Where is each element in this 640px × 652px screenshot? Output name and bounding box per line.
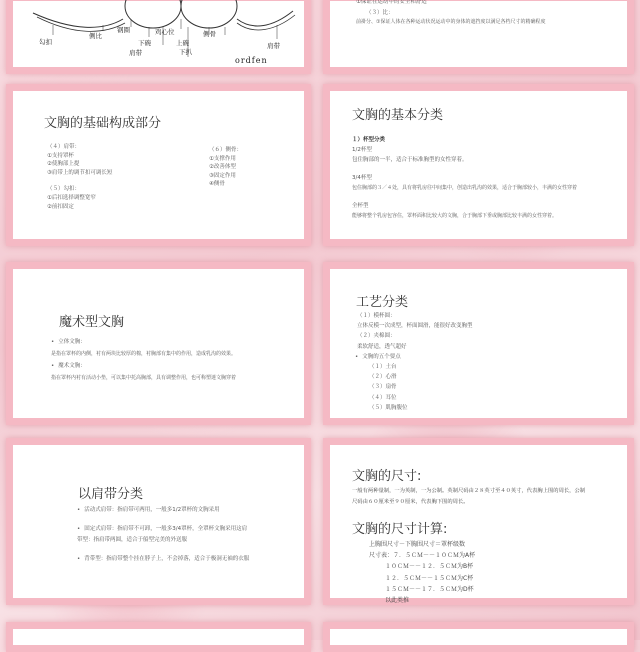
text-line: （６）侧骨：: [209, 147, 243, 153]
label-underwire: 钢圈: [117, 26, 130, 34]
slide-canvas: [13, 91, 304, 239]
text-line: 包住胸部的３／４处，具有将乳房往中间集中，创造出乳沟的效果，适合于胸部较小，丰满的女性穿着: [352, 184, 578, 191]
label-upper-cup: 上碗: [176, 39, 189, 47]
slide-title: 文胸的基本分类: [352, 108, 444, 123]
slide-canvas: [330, 445, 627, 605]
slide-canvas: [330, 269, 627, 418]
slide-thumbnail-2[interactable]: [323, 0, 634, 74]
text-line: 尺寸表：７．５ＣＭ－－１０ＣＭ为A杯: [369, 552, 476, 560]
text-line: 前褂分、①保证人体在各种运动状况运动中的身体的遮挡度以满足各档尺寸的精确程度: [356, 19, 546, 25]
slide-title: 以肩带分类: [78, 487, 144, 502]
text-line: 是指在罩杯的内侧，衬有两块比较厚的棉，衬胸部有集中的作用，造成乳沟的效果。: [51, 351, 237, 357]
section-title: 文胸的尺寸计算:: [352, 522, 448, 537]
text-line: 指在罩杯内衬有活动小垫，可以集中托高胸部，具有调整作用，也可称塑迷文胸穿着: [51, 375, 237, 381]
text-line: 尺码由６０厘米至９０厘米，代表胸下围的周长。: [352, 499, 469, 505]
text-line: 上胸围尺寸－下胸围尺寸＝罩杯级数: [369, 541, 466, 548]
spacer: [352, 165, 577, 174]
slide-thumbnail-6[interactable]: [323, 262, 634, 425]
text-line: 包住胸部的一半，适合于标准胸型的女性穿着。: [352, 156, 468, 163]
text-block: [352, 146, 577, 221]
text-block-right: [209, 146, 242, 189]
label-sideband: 侧骨: [203, 30, 216, 38]
label-sidepiece: 侧比: [89, 32, 102, 40]
text-line: （２）心滑: [369, 374, 397, 381]
list-item: • 文胸的五个要点: [355, 352, 473, 362]
text-heading: １）杯型分类: [352, 137, 386, 143]
list-item: • 固定式肩带：指肩带不可卸，一般多3/4罩杯，全罩杯文胸采用这肩带型：指肩带两圆，适合于船型完美的外送服: [77, 524, 252, 546]
text-block: [357, 311, 473, 413]
slide-thumbnail-8[interactable]: [323, 438, 634, 605]
text-line: （５）勾扣：: [47, 186, 81, 193]
text-block-left: [47, 143, 112, 211]
text-line: ①保证在运动中的安全和舒适: [356, 0, 427, 5]
list-item: • 活动式肩带：指肩带可两用，一般多1/2罩杯的文胸采用: [77, 505, 252, 516]
text-line: ②改善体型: [209, 164, 236, 171]
text-line: （５）肌胸腹位: [369, 404, 408, 411]
text-line: （３）比：: [366, 10, 394, 16]
text-line: 柔软舒适，透气超好: [357, 343, 407, 350]
slide-thumbnail-1[interactable]: [6, 0, 311, 74]
slide-thumbnail-3[interactable]: [6, 84, 311, 246]
slide-canvas: [13, 1, 304, 67]
list-item: • 背带型：指肩带整个挂在脖子上，不会掉落，适合于极洞无袖的衣服: [77, 554, 252, 565]
text-line: ②前扣固定: [47, 203, 74, 210]
list-item: • 立体文胸：: [51, 336, 236, 348]
text-block: [51, 336, 236, 384]
slide-canvas: [330, 91, 627, 239]
brand-text: ordfen: [235, 56, 268, 65]
text-line: 全杯型: [352, 203, 369, 209]
text-line: 立体反模一次成型，杯面圆滑，能很好改变胸型: [357, 323, 473, 330]
spacer: [77, 546, 252, 554]
text-line: ①后扣选择调整宽窄: [47, 194, 96, 201]
list-item: • 魔术文胸：: [51, 360, 236, 372]
text-line: ②使胸部上提: [47, 161, 80, 168]
slide-title: 文胸的尺寸:: [352, 469, 422, 484]
text-line: 一般有两种量制，一为英制，一为公制。英制尺码由２８英寸至４０英寸，代表胸上围的周长，公制: [352, 488, 586, 494]
text-line: （２）夹棉圆：: [357, 333, 396, 340]
slide-thumbnail-10[interactable]: [323, 622, 634, 652]
slide-canvas: [330, 1, 627, 67]
slide-canvas: [13, 269, 304, 418]
text-line: ③肩带上的调节扣可调长短: [47, 169, 113, 176]
slide-thumbnail-9[interactable]: [6, 622, 311, 652]
spacer: [77, 516, 252, 524]
label-lower-cup: 下碗: [138, 39, 151, 47]
slide-canvas: [13, 629, 304, 645]
label-strap-1: 肩带: [267, 42, 280, 50]
slide-thumbnail-7[interactable]: [6, 438, 311, 605]
text-line: ①支撑作用: [209, 155, 236, 162]
slide-canvas: [330, 629, 627, 645]
spacer: [47, 177, 112, 185]
slide-title: 魔术型文胸: [59, 315, 125, 330]
spacer: [352, 193, 577, 202]
label-underband: 下扒: [179, 48, 192, 56]
text-line: ④侧骨: [209, 181, 225, 188]
text-line: （１）模杯圆：: [357, 313, 396, 319]
label-hook: 勾扣: [39, 38, 52, 46]
text-line: （４）肩带：: [47, 144, 81, 150]
calc-block: [369, 539, 475, 606]
text-line: 1/2杯型: [352, 147, 372, 153]
text-line: 以此类推: [385, 597, 410, 605]
text-block: [77, 505, 252, 565]
text-line: 3/4杯型: [352, 175, 372, 181]
label-center: 鸡心位: [155, 28, 175, 36]
text-line: １２．５ＣＭ－－１５ＣＭ为C杯: [385, 574, 474, 582]
slide-title: 文胸的基础构成部分: [44, 116, 162, 131]
text-line: （４）耳位: [369, 394, 397, 401]
text-line: （３）扇骨: [369, 384, 397, 391]
text-line: １５ＣＭ－－１７．５ＣＭ为D杯: [385, 585, 474, 593]
slide-thumbnail-4[interactable]: [323, 84, 634, 246]
text-line: （１）土台: [369, 364, 397, 371]
text-line: ③固定作用: [209, 172, 236, 179]
slide-thumbnail-5[interactable]: [6, 262, 311, 425]
label-strap-2: 肩带: [129, 49, 142, 57]
text-line: 能够将整个乳房包容住，罩杯面积比较大的文胸，合于胸部下垂或胸部比较丰满的女性穿着。: [352, 212, 558, 219]
slide-title: 工艺分类: [356, 295, 409, 310]
text-line: １０ＣＭ－－１２．５ＣＭ为B杯: [385, 563, 474, 571]
slide-canvas: [13, 445, 304, 598]
text-line: ①支持罩杯: [47, 152, 74, 159]
text-block: [352, 486, 585, 508]
